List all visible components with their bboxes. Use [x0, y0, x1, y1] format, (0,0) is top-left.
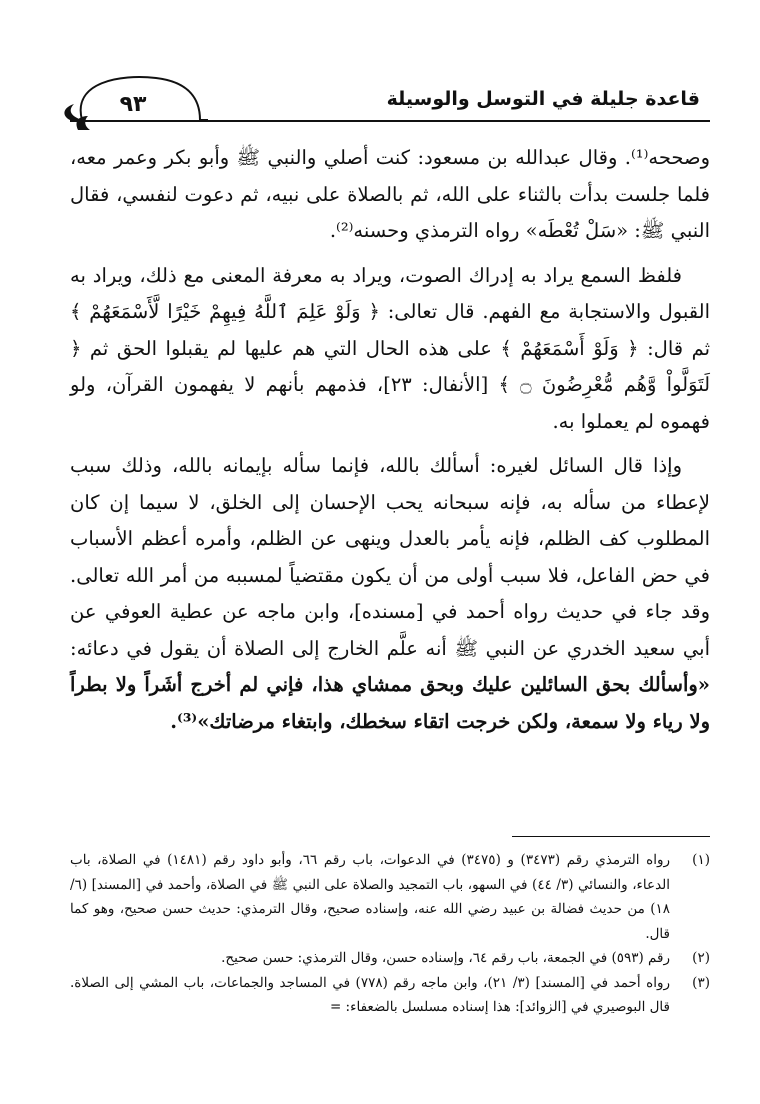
page-number-ornament	[60, 70, 210, 132]
footnote-text: رقم (٥٩٣) في الجمعة، باب رقم ٦٤، وإسناده حسن، وقال الترمذي: حسن صحيح.	[221, 950, 670, 966]
header-rule	[70, 120, 710, 122]
page-number: ٩٣	[119, 92, 147, 117]
paragraph	[70, 448, 710, 740]
footnote-text: رواه أحمد في [المسند] (٣/ ٢١)، وابن ماجه رقم (٧٧٨) في المساجد والجماعات، باب المشي إلى الصلاة. قال البوصيري في [الزوائد]: هذا إسناده مسلسل بالضعفاء: =	[70, 974, 670, 1015]
paragraph: فلفظ السمع يراد به إدراك الصوت، ويراد به معرفة المعنى مع ذلك، ويراد به القبول والاستجابة مع الفهم. قال تعالى: ﴿ وَلَوْ عَلِمَ ٱللَّهُ فِيهِمْ خَيْرًا لَّأَسْمَعَهُمْ ﴾ ثم قال: ﴿ وَلَوْ أَسْمَعَهُمْ ﴾ على هذه الحال التي هم عليها لم يقبلوا الحق ثم ﴿ لَتَوَلَّواْ وَّهُم مُّعْرِضُونَ ۝ ﴾ [الأنفال: ٢٣]، فذمهم بأنهم لا يفهمون القرآن، ولو فهموه لم يعملوا به.	[70, 263, 711, 433]
running-title: قاعدة جليلة في التوسل والوسيلة	[386, 88, 700, 110]
footnote	[70, 946, 710, 971]
footnote-text: رواه الترمذي رقم (٣٤٧٣) و (٣٤٧٥) في الدعوات، باب رقم ٦٦، وأبو داود رقم (١٤٨١) في الصلاة، باب الدعاء، والنسائي (٣/ ٤٤) في السهو، باب التمجيد والصلاة على النبي ﷺ في الصلاة، وأحمد في [المسند] (٦/ ١٨) من حديث فضالة بن عبيد رضي الله عنه، وإسناده صحيح، وقال الترمذي: حديث حسن صحيح، وهو كما قال.	[70, 852, 671, 942]
footnote	[70, 971, 710, 1020]
main-text	[70, 140, 710, 748]
hadith-quote: «وأسألك بحق السائلين عليك وبحق ممشاي هذا، فإني لم أخرج أشَراً ولا بطراً ولا رياء ولا سمعة، ولكن خرجت اتقاء سخطك، وابتغاء مرضاتك»⁽³⁾.	[70, 673, 710, 733]
footnotes	[70, 848, 710, 1020]
paragraph-text: وإذا قال السائل لغيره: أسألك بالله، فإنما سأله بإيمانه بالله، وذلك سبب لإعطاء من سأله به، فإنه سبحانه يحب الإحسان إلى الخلق، لا سيما إن كان المطلوب كف الظلم، فإنه يأمر بالعدل وينهى عن الظلم، وأمره أعظم الأسباب في حض الفاعل، فلا سبب أولى من أن يكون مقتضياً لمسببه من أمر الله تعالى. وقد جاء في حديث رواه أحمد في [مسنده]، وابن ماجه عن عطية العوفي عن أبي سعيد الخدري عن النبي ﷺ أنه علَّم الخارج إلى الصلاة أن يقول في دعائه:	[70, 454, 710, 660]
footnote-number: (٢)	[692, 950, 710, 966]
footnote-number: (٣)	[692, 974, 710, 991]
footnote-number: (١)	[692, 852, 710, 868]
paragraph: وصححه⁽¹⁾. وقال عبدالله بن مسعود: كنت أصلي والنبي ﷺ وأبو بكر وعمر معه، فلما جلست بدأت بالثناء على الله، ثم بالصلاة على نبيه، ثم دعوت لنفسي، فقال النبي ﷺ: «سَلْ تُعْطَه» رواه الترمذي وحسنه⁽²⁾.	[70, 146, 710, 242]
footnote-separator	[512, 836, 710, 837]
footnote	[70, 848, 710, 946]
